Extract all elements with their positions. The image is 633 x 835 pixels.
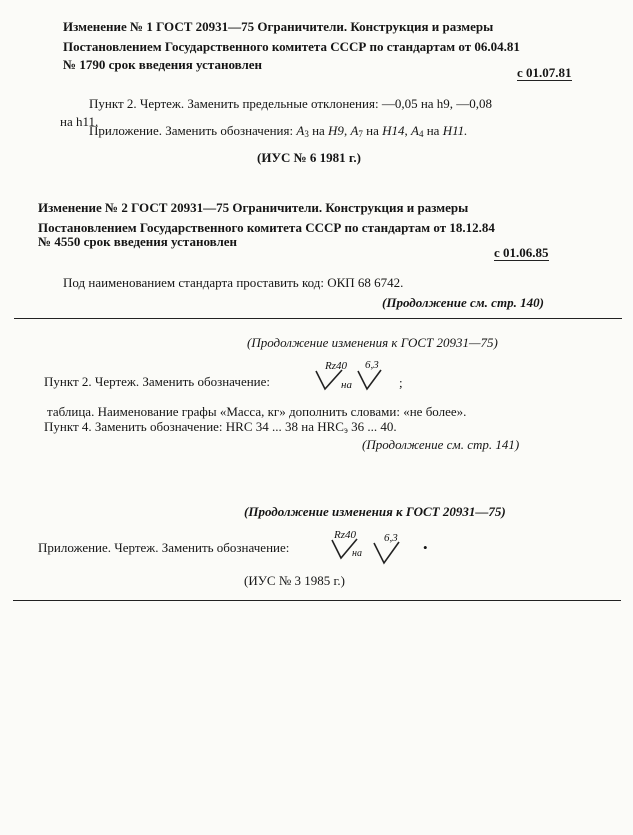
- roughness-check-icon-2: [357, 369, 383, 391]
- roughness-rz-label-2: Rz40: [334, 529, 356, 541]
- change-1-decree-line1: Постановлением Государственного комитета СССР по стандартам от 06.04.81: [63, 39, 520, 54]
- roughness-value-label-1: 6,3: [365, 359, 379, 371]
- change-1-item2-line2: на h11.: [60, 114, 99, 129]
- change-1-decree-line2: № 1790 срок введения установлен: [63, 57, 263, 72]
- change-2-code-instruction: Под наименованием стандарта проставить код: ОКП 68 6742.: [63, 275, 404, 290]
- continuation-header-1: (Продолжение изменения к ГОСТ 20931—75): [247, 335, 498, 350]
- continuation-1-item2: Пункт 2. Чертеж. Заменить обозначение:: [44, 374, 271, 389]
- change-1-effective-date: с 01.07.81: [517, 65, 572, 80]
- roughness-rz-label-1: Rz40: [325, 360, 347, 372]
- section-divider-1: [14, 318, 622, 319]
- change-1-title: Изменение № 1 ГОСТ 20931—75 Ограничители. Конструкция и размеры: [63, 19, 494, 34]
- change-2-decree-line2: № 4550 срок введения установлен: [38, 234, 238, 249]
- roughness-check-icon-4: [373, 541, 401, 565]
- continuation-1-semicolon: ;: [399, 375, 403, 390]
- roughness-joiner-1: на: [341, 379, 352, 391]
- continuation-1-item4: Пункт 4. Заменить обозначение: HRC 34 ... 38 на $HRC_э$ 36 ... 40.: [44, 419, 397, 435]
- continuation-note-2: (Продолжение см. стр. 141): [362, 437, 520, 452]
- continuation-2-appendix: Приложение. Чертеж. Заменить обозначение:: [38, 540, 290, 555]
- section-divider-2: [13, 600, 621, 601]
- continuation-2-ius-ref: (ИУС № 3 1985 г.): [244, 573, 345, 588]
- change-1-appendix: Приложение. Заменить обозначения: $A_3$ на H9, $A_7$ на H14, $A_4$ на H11.: [89, 123, 468, 139]
- change-1-item2-line1: Пункт 2. Чертеж. Заменить предельные отклонения: —0,05 на h9, —0,08: [89, 96, 493, 111]
- change-2-decree-line1: Постановлением Государственного комитета СССР по стандартам от 18.12.84: [38, 220, 495, 235]
- change-1-ius-ref: (ИУС № 6 1981 г.): [257, 150, 361, 165]
- continuation-2-bullet: •: [423, 540, 428, 555]
- continuation-note-1: (Продолжение см. стр. 140): [382, 295, 544, 310]
- roughness-value-label-2: 6,3: [384, 532, 398, 544]
- continuation-1-table-note: таблица. Наименование графы «Масса, кг» дополнить словами: «не более».: [47, 404, 467, 419]
- roughness-joiner-2: на: [352, 548, 362, 559]
- change-2-title: Изменение № 2 ГОСТ 20931—75 Ограничители. Конструкция и размеры: [38, 200, 469, 215]
- continuation-header-2: (Продолжение изменения к ГОСТ 20931—75): [244, 504, 506, 519]
- change-2-effective-date: с 01.06.85: [494, 245, 549, 260]
